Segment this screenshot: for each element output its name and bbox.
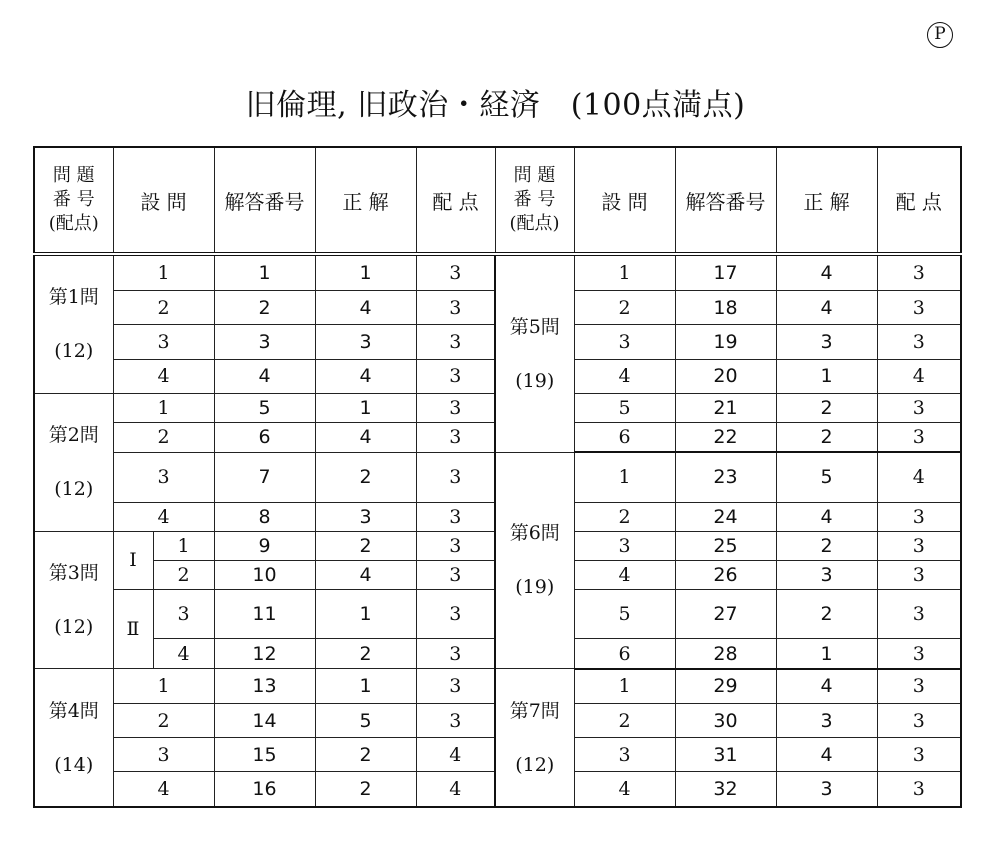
points-cell: 3	[416, 589, 495, 639]
points-cell: 4	[877, 452, 961, 502]
answer-number: 7	[214, 452, 315, 502]
points-cell: 3	[877, 531, 961, 560]
correct-answer: 1	[315, 254, 416, 291]
header-mondai-right: 問 題 番 号 (配点)	[495, 147, 574, 254]
correct-answer: 2	[315, 531, 416, 560]
setsumon-cell: 4	[574, 772, 675, 807]
points-cell: 3	[877, 560, 961, 589]
table-row	[34, 452, 961, 502]
correct-answer: 1	[315, 393, 416, 422]
correct-answer: 2	[315, 452, 416, 502]
points-cell: 3	[416, 254, 495, 291]
answer-number: 12	[214, 639, 315, 669]
header-haiten-right: 配 点	[877, 147, 961, 254]
answer-number: 20	[675, 359, 776, 393]
setsumon-cell: 2	[574, 291, 675, 325]
correct-answer: 1	[315, 589, 416, 639]
correct-answer: 5	[776, 452, 877, 502]
header-mondai: 問 題 番 号 (配点)	[34, 147, 113, 254]
correct-answer: 3	[776, 772, 877, 807]
points-cell: 3	[416, 359, 495, 393]
setsumon-cell: 4	[113, 772, 214, 807]
points-cell: 3	[416, 423, 495, 453]
setsumon-cell: 3	[153, 589, 214, 639]
answer-number: 9	[214, 531, 315, 560]
answer-number: 2	[214, 291, 315, 325]
setsumon-cell: 3	[113, 738, 214, 772]
correct-answer: 4	[315, 423, 416, 453]
correct-answer: 3	[776, 325, 877, 359]
points-cell: 3	[877, 639, 961, 669]
answer-number: 24	[675, 502, 776, 531]
question-number: 第6問	[509, 522, 560, 545]
points-cell: 3	[877, 423, 961, 453]
correct-answer: 3	[776, 704, 877, 738]
answer-number: 14	[214, 704, 315, 738]
question-points: (12)	[54, 615, 94, 638]
setsumon-cell: 2	[113, 423, 214, 453]
setsumon-cell: 1	[113, 669, 214, 704]
setsumon-cell: 3	[113, 452, 214, 502]
correct-answer: 4	[776, 254, 877, 291]
correct-answer: 2	[315, 639, 416, 669]
answer-number: 5	[214, 393, 315, 422]
points-cell: 3	[877, 589, 961, 639]
points-cell: 4	[416, 738, 495, 772]
answer-number: 15	[214, 738, 315, 772]
setsumon-cell: 1	[574, 669, 675, 704]
correct-answer: 2	[776, 423, 877, 453]
points-cell: 3	[416, 704, 495, 738]
setsumon-cell: 1	[113, 254, 214, 291]
answer-number: 30	[675, 704, 776, 738]
points-cell: 4	[416, 772, 495, 807]
correct-answer: 4	[315, 359, 416, 393]
answer-number: 17	[675, 254, 776, 291]
points-cell: 3	[416, 531, 495, 560]
points-cell: 3	[877, 669, 961, 704]
question-points: (14)	[54, 753, 94, 776]
answer-number: 23	[675, 452, 776, 502]
points-cell: 3	[416, 325, 495, 359]
correct-answer: 4	[315, 291, 416, 325]
question-points: (19)	[515, 576, 555, 599]
correct-answer: 4	[315, 560, 416, 589]
setsumon-cell: 6	[574, 639, 675, 669]
points-cell: 4	[877, 359, 961, 393]
setsumon-cell: 1	[153, 531, 214, 560]
setsumon-cell: 1	[113, 393, 214, 422]
correct-answer: 2	[776, 589, 877, 639]
setsumon-cell: 3	[574, 531, 675, 560]
question-points: (19)	[515, 369, 555, 392]
question-cell	[34, 393, 113, 531]
header-setsumon-right: 設 問	[574, 147, 675, 254]
answer-table	[33, 146, 962, 808]
setsumon-cell: 3	[574, 325, 675, 359]
question-points: (12)	[54, 478, 94, 501]
correct-answer: 3	[776, 560, 877, 589]
answer-number: 19	[675, 325, 776, 359]
correct-answer: 3	[315, 325, 416, 359]
correct-answer: 2	[315, 738, 416, 772]
question-cell	[34, 254, 113, 393]
answer-number: 4	[214, 359, 315, 393]
answer-number: 10	[214, 560, 315, 589]
correct-answer: 4	[776, 738, 877, 772]
points-cell: 3	[416, 291, 495, 325]
setsumon-cell: 6	[574, 423, 675, 453]
correct-answer: 5	[315, 704, 416, 738]
answer-number: 29	[675, 669, 776, 704]
setsumon-cell: 2	[153, 560, 214, 589]
question-number: 第4問	[48, 699, 99, 722]
answer-number: 22	[675, 423, 776, 453]
header-haiten: 配 点	[416, 147, 495, 254]
answer-number: 3	[214, 325, 315, 359]
setsumon-cell: 1	[574, 254, 675, 291]
answer-number: 32	[675, 772, 776, 807]
answer-number: 11	[214, 589, 315, 639]
setsumon-cell: 2	[113, 291, 214, 325]
points-cell: 3	[416, 452, 495, 502]
page-title: 旧倫理, 旧政治・経済 (100点満点)	[245, 88, 746, 123]
header-kaito-right: 解答番号	[675, 147, 776, 254]
p-mark: P	[927, 22, 953, 48]
answer-number: 8	[214, 502, 315, 531]
correct-answer: 4	[776, 669, 877, 704]
points-cell: 3	[416, 502, 495, 531]
question-number: 第5問	[509, 315, 560, 338]
question-number: 第2問	[48, 424, 99, 447]
points-cell: 3	[877, 738, 961, 772]
correct-answer: 2	[315, 772, 416, 807]
points-cell: 3	[416, 560, 495, 589]
question-cell	[495, 452, 574, 668]
question-cell	[495, 254, 574, 452]
section-label: Ⅱ	[113, 589, 153, 669]
header-seikai: 正 解	[315, 147, 416, 254]
setsumon-cell: 2	[113, 704, 214, 738]
header-seikai-right: 正 解	[776, 147, 877, 254]
question-cell	[34, 669, 113, 807]
table-row	[34, 669, 961, 704]
setsumon-cell: 2	[574, 502, 675, 531]
points-cell: 3	[416, 393, 495, 422]
correct-answer: 4	[776, 502, 877, 531]
question-number: 第1問	[48, 286, 99, 309]
answer-number: 18	[675, 291, 776, 325]
points-cell: 3	[416, 669, 495, 704]
points-cell: 3	[877, 502, 961, 531]
table-row	[34, 254, 961, 291]
setsumon-cell: 4	[113, 502, 214, 531]
points-cell: 3	[877, 291, 961, 325]
question-number: 第3問	[48, 561, 99, 584]
correct-answer: 2	[776, 531, 877, 560]
setsumon-cell: 1	[574, 452, 675, 502]
correct-answer: 2	[776, 393, 877, 422]
points-cell: 3	[416, 639, 495, 669]
points-cell: 3	[877, 772, 961, 807]
setsumon-cell: 5	[574, 393, 675, 422]
answer-number: 25	[675, 531, 776, 560]
correct-answer: 3	[315, 502, 416, 531]
answer-number: 16	[214, 772, 315, 807]
header-kaito: 解答番号	[214, 147, 315, 254]
points-cell: 3	[877, 393, 961, 422]
points-cell: 3	[877, 254, 961, 291]
answer-number: 26	[675, 560, 776, 589]
question-cell	[34, 531, 113, 669]
setsumon-cell: 3	[113, 325, 214, 359]
setsumon-cell: 5	[574, 589, 675, 639]
question-cell	[495, 669, 574, 807]
setsumon-cell: 4	[113, 359, 214, 393]
answer-number: 1	[214, 254, 315, 291]
question-points: (12)	[54, 340, 94, 363]
header-setsumon: 設 問	[113, 147, 214, 254]
answer-number: 27	[675, 589, 776, 639]
correct-answer: 1	[776, 639, 877, 669]
correct-answer: 1	[776, 359, 877, 393]
answer-number: 13	[214, 669, 315, 704]
section-label: Ⅰ	[113, 531, 153, 589]
answer-number: 21	[675, 393, 776, 422]
setsumon-cell: 4	[574, 359, 675, 393]
setsumon-cell: 2	[574, 704, 675, 738]
correct-answer: 1	[315, 669, 416, 704]
points-cell: 3	[877, 704, 961, 738]
answer-number: 28	[675, 639, 776, 669]
header-row	[34, 147, 961, 254]
setsumon-cell: 4	[153, 639, 214, 669]
question-points: (12)	[515, 753, 555, 776]
setsumon-cell: 3	[574, 738, 675, 772]
answer-number: 6	[214, 423, 315, 453]
points-cell: 3	[877, 325, 961, 359]
correct-answer: 4	[776, 291, 877, 325]
answer-number: 31	[675, 738, 776, 772]
setsumon-cell: 4	[574, 560, 675, 589]
question-number: 第7問	[509, 699, 560, 722]
